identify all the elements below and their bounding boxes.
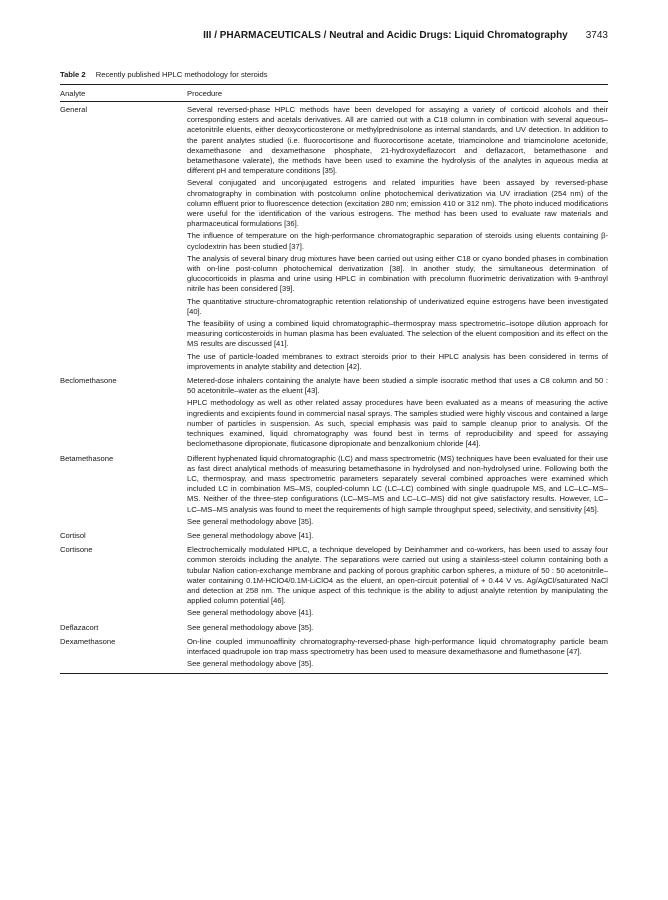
analyte-cell: Beclomethasone xyxy=(60,376,117,386)
procedure-paragraph: See general methodology above [41]. xyxy=(187,608,314,618)
procedure-cell xyxy=(187,637,608,672)
procedure-paragraph: Electrochemically modulated HPLC, a technique developed by Deinhammer and co-workers, has been used to assay four common steroids including the analyte. The separations were carried out using a stainless-steel column containing both a tubular Nafion cation-exchange membrane and packing of porous graphitic carbon spheres, a mixture of 50 : 50 acetonitrile–water containing 0.1M-HClO4/0.1M-LiClO4 as the eluent, an open-circuit potential of + 0.44 V vs. Ag/AgCl/saturated NaCl and detection at 258 nm. The unique aspect of this technique is the ability to adjust analyte retention by manipulating the applied column potential [46]. xyxy=(187,545,608,606)
procedure-paragraph: Several reversed-phase HPLC methods have been developed for assaying a variety of corticoid alcohols and their corresponding esters and acetals derivatives. All are carried out with a C18 column in combination with several aqueous–acetonitrile eluents, either deoxycorticosterone or methylprednisolone as internal standards, and UV detection. In addition to the parent analytes studied (i.e. fluorocortisone and fluorocortisone acetate, triamcinolone and triamcinolone acetonide, dexamethasone and dexamethasone phosphate, 21-hydroxydeflazocort and deflazacort, betamethasone and betamethasone valerate), the methods have been used to examine the hydrolysis of the analytes in aqueous media at different pH and temperature conditions [35]. xyxy=(187,105,608,176)
table-row xyxy=(60,623,608,635)
table-caption-text: Recently published HPLC methodology for steroids xyxy=(95,70,268,79)
procedure-paragraph: See general methodology above [35]. xyxy=(187,622,314,632)
analyte-cell: Cortisone xyxy=(60,545,93,555)
procedure-cell xyxy=(187,105,608,374)
analyte-cell: General xyxy=(60,105,88,114)
analyte-cell: Cortisol xyxy=(60,530,86,540)
procedure-cell xyxy=(187,531,608,543)
procedure-cell xyxy=(187,376,608,451)
procedure-cell xyxy=(187,545,608,620)
column-header-analyte: Analyte xyxy=(60,89,86,98)
procedure-paragraph: The quantitative structure-chromatographic retention relationship of underivatized equine estrogens have been investigated [40]. xyxy=(187,296,608,316)
procedure-cell xyxy=(187,454,608,529)
table-label: Table 2 xyxy=(60,70,86,79)
steroid-hplc-table xyxy=(60,84,608,674)
procedure-cell xyxy=(187,623,608,635)
table-row xyxy=(60,637,608,672)
running-title: III / PHARMACEUTICALS / Neutral and Acidic Drugs: Liquid Chromatography xyxy=(203,30,568,41)
procedure-paragraph: See general methodology above [35]. xyxy=(187,516,314,526)
table-row xyxy=(60,531,608,543)
procedure-paragraph: The feasibility of using a combined liquid chromatographic–thermospray mass spectrometric–isotope dilution approach for measuring corticosteroids in human plasma has been evaluated. The selection of the eluent composition and its effect on the MS results are discussed [41]. xyxy=(187,319,608,349)
table-row xyxy=(60,454,608,529)
procedure-paragraph: Several conjugated and unconjugated estrogens and related impurities have been assayed by reversed-phase chromatography in combination with postcolumn online photochemical derivatization via UV irradiation (254 nm) of the column effluent prior to fluorescence detection (excitation 280 nm; emission 410 or 312 nm). The photo induced modifications were useful for the identification of the various estrogens. The method has been used to evaluate raw materials and pharmaceutical formulations [36]. xyxy=(187,178,608,229)
procedure-paragraph: On-line coupled immunoaffinity chromatography-reversed-phase high-performance liquid chromatography particle beam interfaced quadrupole ion trap mass spectrometry has been used to measure dexamethasone and flumethasone [47]. xyxy=(187,636,608,656)
running-header xyxy=(60,30,608,41)
table-row xyxy=(60,376,608,451)
procedure-paragraph: The analysis of several binary drug mixtures have been carried out using either C18 or cyano bonded phases in combination with on-line post-column photochemical derivatization [38]. In another study, the simultaneous determination of glucocorticoids in plasma and urine using HPLC in combination with precolumn fluorimetric derivatization with 9-anthroyl nitrile has been considered [39]. xyxy=(187,253,608,294)
procedure-paragraph: See general methodology above [35]. xyxy=(187,659,314,669)
table-header-row xyxy=(60,85,608,102)
analyte-cell: Deflazacort xyxy=(60,622,99,632)
procedure-paragraph: The use of particle-loaded membranes to extract steroids prior to their HPLC analysis has been considered in terms of improvements in analyte stability and detection [42]. xyxy=(187,351,608,371)
procedure-paragraph: Different hyphenated liquid chromatographic (LC) and mass spectrometric (MS) techniques have been evaluated for their use as fast direct analytical methods of measuring betamethasone in hydrolysed and non-hydrolysed urine. Following both the LC, thermospray, and mass spectrometric parameters separately several combined approaches were examined which included LC in combination MS–MS, coupled-column LC (LC–LC) combined with single quadrupole MS, and LC–LC–MS–MS. Neither of the three-step configurations (LC–MS–MS and LC–LC–MS) did not give satisfactory results. However, LC–LC–MS–MS analysis was found to meet the requirements of high sample throughput speed, selectivity, and sensitivity [45]. xyxy=(187,453,608,514)
analyte-cell: Dexamethasone xyxy=(60,636,116,646)
procedure-paragraph: HPLC methodology as well as other related assay procedures have been evaluated as a means of measuring the active ingredients and excipients found in commercial nasal sprays. The samples studied were highly viscous and contained a large number of particles in suspension. As such, special emphasis was paid to sample cleanup prior to analysis. Of the techniques examined, liquid chromatography was found best in terms of reproducibility and speed for assaying beclomethasone dipropionate, fluticasone dipropionate and benzalkonium chloride [44]. xyxy=(187,398,608,449)
procedure-paragraph: Metered-dose inhalers containing the analyte have been studied a simple isocratic method that uses a C8 column and 50 : 50 acetonitrile–water as the eluent [43]. xyxy=(187,376,608,396)
table-caption xyxy=(60,70,608,79)
analyte-cell: Betamethasone xyxy=(60,453,114,463)
procedure-paragraph: The influence of temperature on the high-performance chromatographic separation of steroids using eluents containing β-cyclodextrin has been studied [37]. xyxy=(187,231,608,251)
column-header-procedure: Procedure xyxy=(187,89,223,98)
table-row xyxy=(60,105,608,374)
procedure-paragraph: See general methodology above [41]. xyxy=(187,530,314,540)
page-number: 3743 xyxy=(585,30,608,41)
table-row xyxy=(60,545,608,620)
